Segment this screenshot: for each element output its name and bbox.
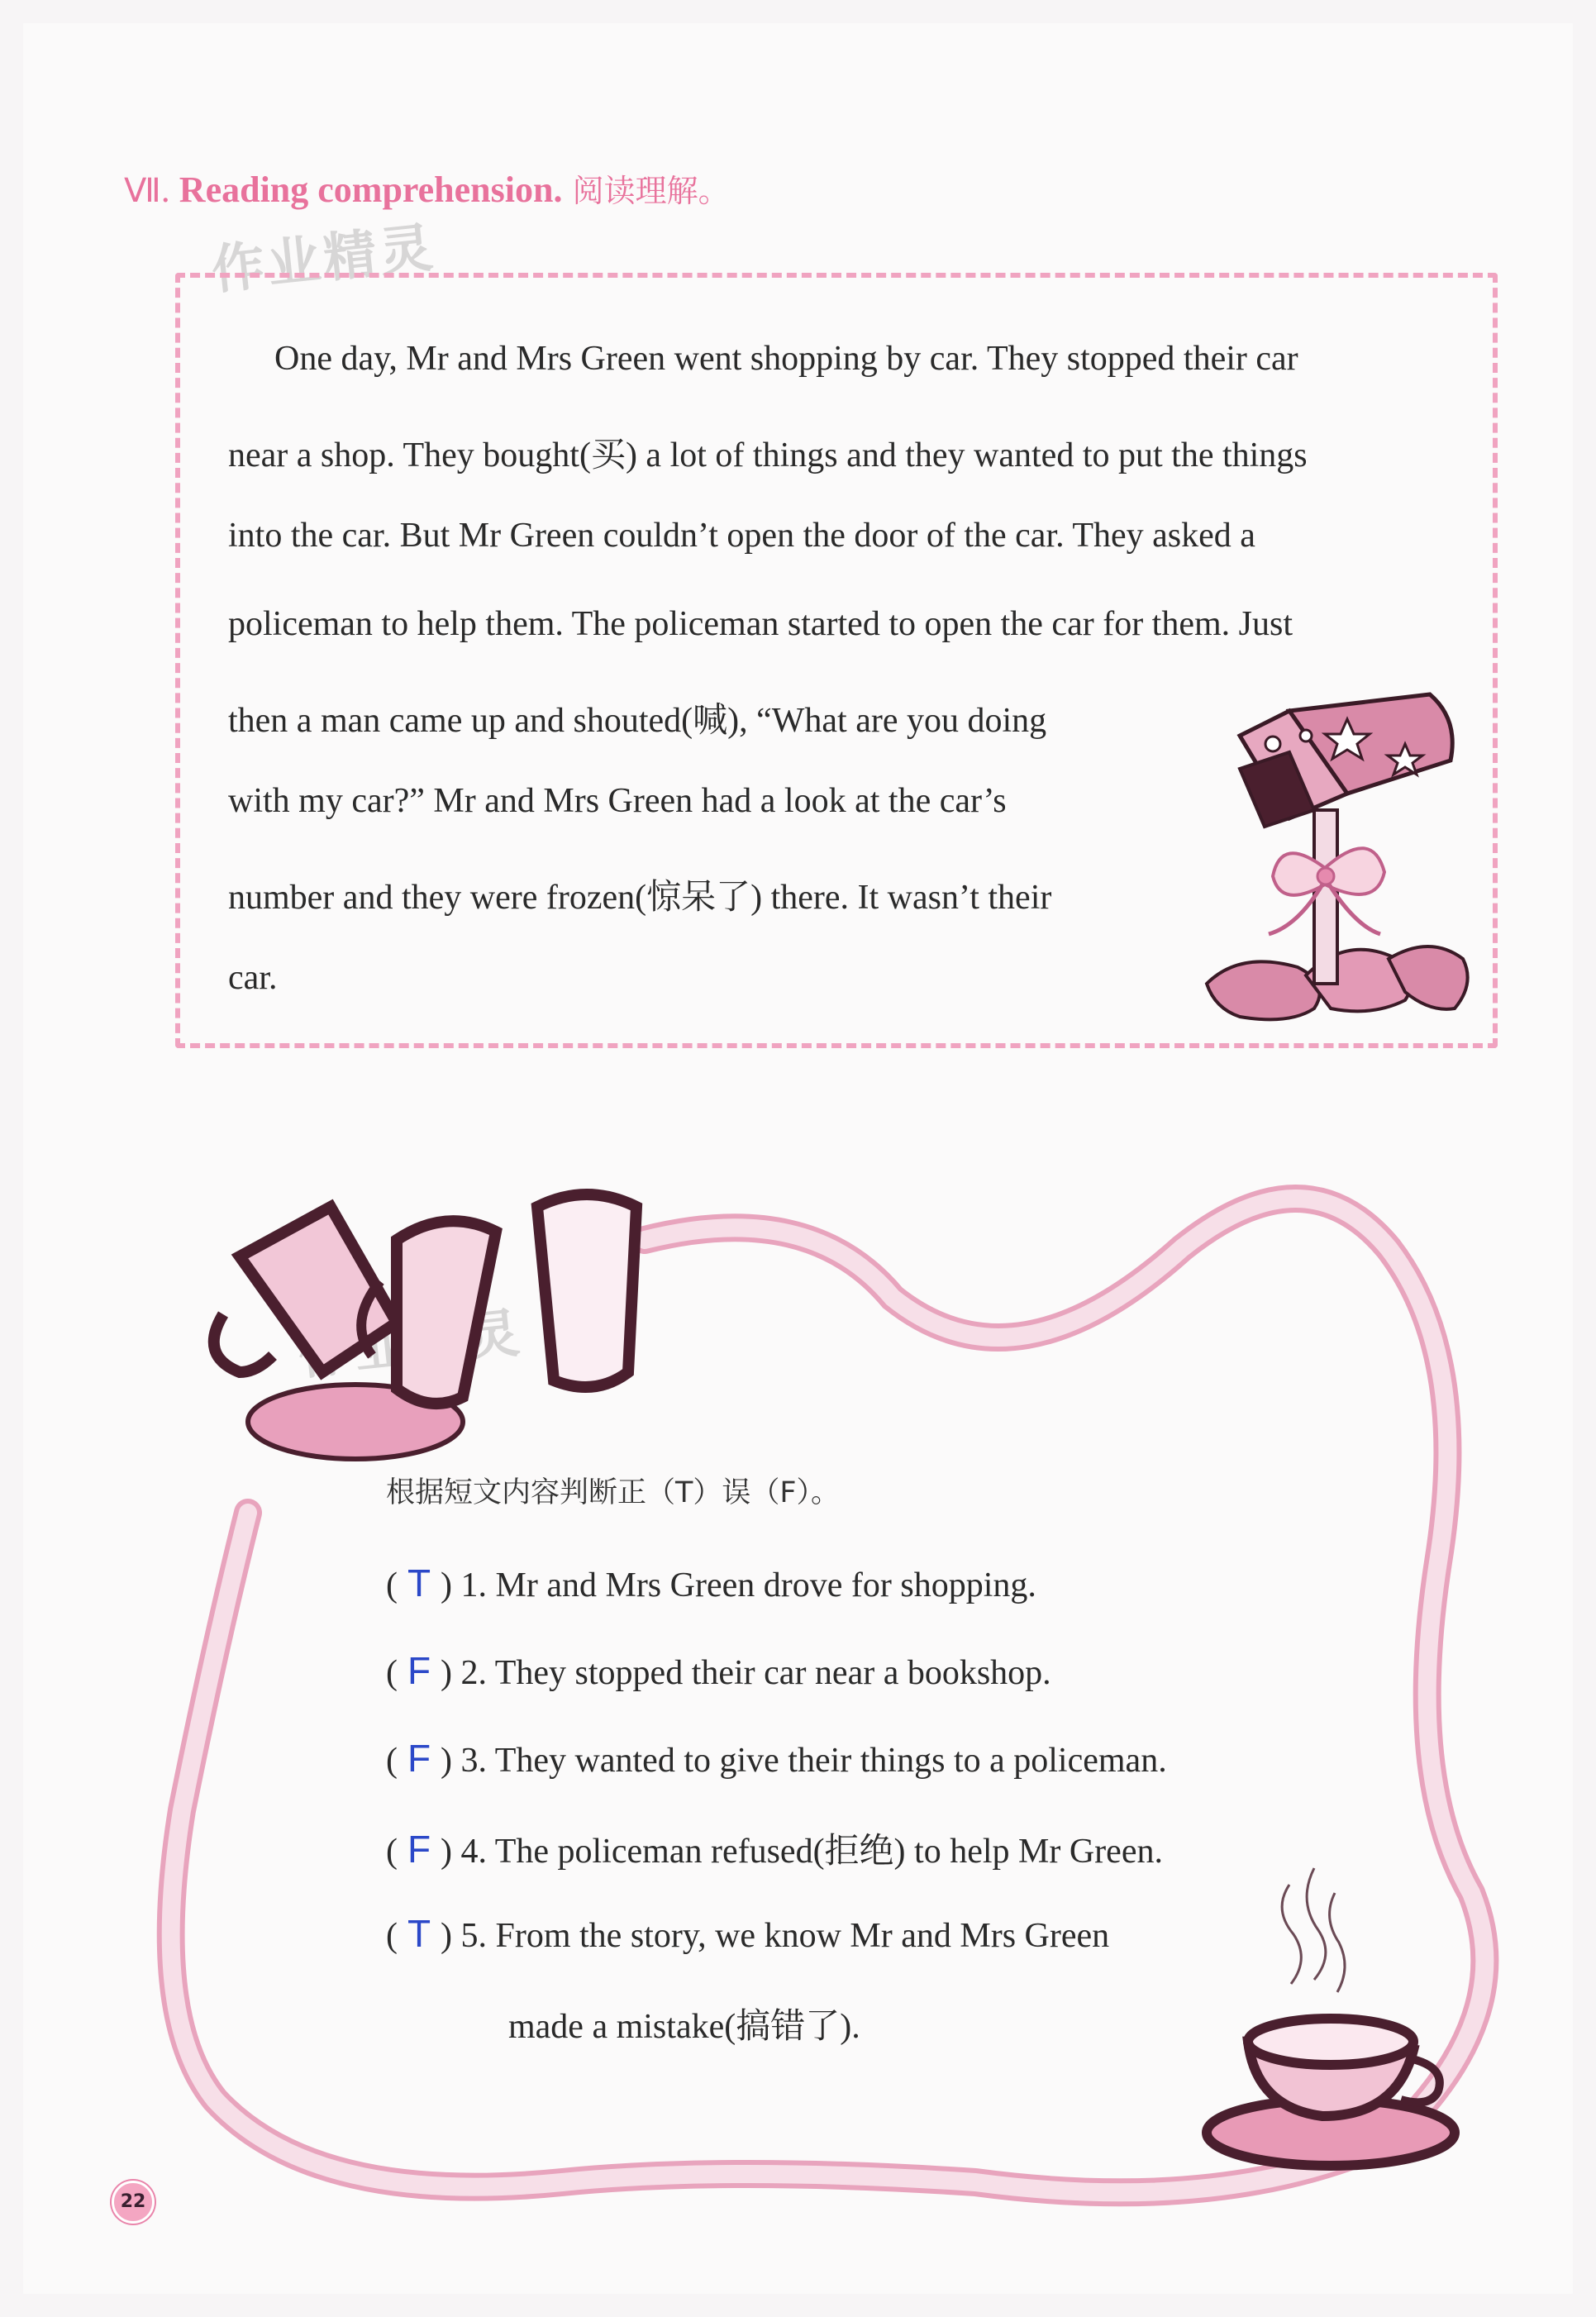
page-number: 22 [112,2181,155,2224]
question-text: 3. They wanted to give their things to a policeman. [460,1742,1167,1780]
passage-line: near a shop. They bought(买) a lot of things and they wanted to put the things [228,436,1308,474]
watermark-text: 作业精灵 [208,217,439,302]
cups-illustration [190,1157,686,1488]
question-item: ( F ) 2. They stopped their car near a bookshop. [386,1649,1051,1692]
passage-line: policeman to help them. The policeman started to open the car for them. Just [228,605,1293,643]
section-title-en: Reading comprehension. [179,169,563,210]
section-numeral: Ⅶ [124,172,161,210]
answer-mark: F [407,1737,431,1780]
question-item: ( T ) 5. From the story, we know Mr and Mrs Green [386,1912,1110,1955]
question-continuation: made a mistake(搞错了). [508,2008,860,2046]
question-text: 1. Mr and Mrs Green drove for shopping. [460,1566,1036,1604]
section-separator: . [160,169,179,210]
section-title-cn: 阅读理解。 [562,173,730,209]
question-text: 5. From the story, we know Mr and Mrs Green [460,1917,1110,1955]
passage-line: with my car?” Mr and Mrs Green had a look at the car’s [228,782,1007,820]
answer-mark: F [407,1828,431,1871]
section-title [124,165,730,211]
question-item: ( T ) 1. Mr and Mrs Green drove for shopping. [386,1561,1036,1604]
teacup-illustration [1198,1852,1463,2174]
question-text: 2. They stopped their car near a bookshop. [460,1654,1051,1692]
passage-line: then a man came up and shouted(喊), “What are you doing [228,702,1047,740]
question-item: ( F ) 4. The policeman refused(拒绝) to help Mr Green. [386,1828,1163,1871]
passage-line: number and they were frozen(惊呆了) there. It wasn’t their [228,879,1052,917]
question-item: ( F ) 3. They wanted to give their things to a policeman. [386,1737,1167,1780]
mailbox-illustration [1190,686,1488,1050]
passage-line: car. [228,959,278,997]
passage-line: into the car. But Mr Green couldn’t open the door of the car. They asked a [228,517,1255,555]
passage-line: One day, Mr and Mrs Green went shopping by car. They stopped their car [274,340,1298,378]
question-text: 4. The policeman refused(拒绝) to help Mr Green. [460,1833,1163,1871]
question-instructions: 根据短文内容判断正（T）误（F）。 [386,1476,841,1509]
answer-mark: F [407,1649,431,1692]
answer-mark: T [407,1561,431,1604]
answer-mark: T [407,1912,431,1955]
